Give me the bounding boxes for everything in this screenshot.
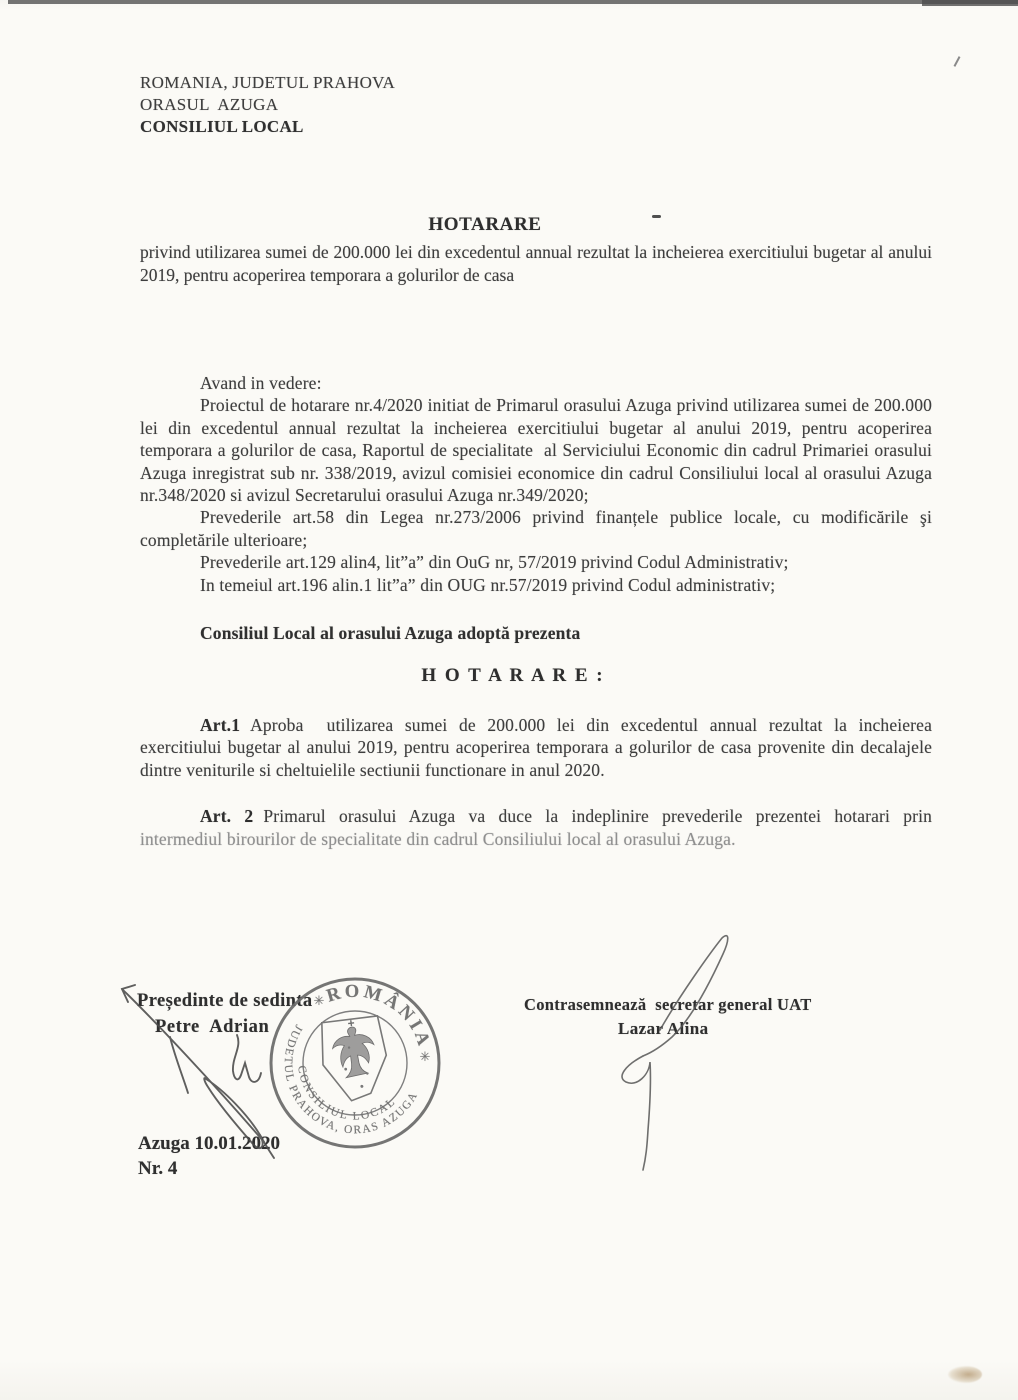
handwritten-signatures <box>100 925 780 1185</box>
stamp-inner-ring-text: CONSILIUL LOCAL <box>295 1064 399 1123</box>
letterhead-county-line: ROMANIA, JUDETUL PRAHOVA <box>140 73 396 92</box>
letterhead <box>140 72 395 138</box>
document-body <box>140 372 937 850</box>
scan-edge-line <box>8 0 1018 4</box>
preamble-item-4: In temeiul art.196 alin.1 lit”a” din OUG nr.57/2019 privind Codul administrativ; <box>200 574 776 595</box>
letterhead-council-line: CONSILIUL LOCAL <box>140 117 304 136</box>
scan-artifact-mark <box>954 56 961 67</box>
article-2-line-1 <box>140 805 932 827</box>
article-2-line-2-faded: intermediul birourilor de specialitate din cadrul Consiliului local al orasului Azuga. <box>140 828 736 849</box>
article-1-label: Art.1 <box>200 714 241 735</box>
footer-number: Nr. 4 <box>138 1158 178 1179</box>
preamble-item-1: Proiectul de hotarare nr.4/2020 initiat de Primarul orasului Azuga privind utilizarea sumei de 200.000 lei din excedentul annual rezultat la incheierea exercitiului bugetar al anului 2019, pentru acoperirea temporara a golurilor de casa, Raportul de specialitate al Serviciului Economic din cadrul Primariei orasului Azuga inregistrat sub nr. 338/2019, avizul comisiei economice din cadrul Consiliului local al orasului Azuga nr.348/2020 si avizul Secretarului orasului Azuga nr.349/2020; <box>140 395 937 506</box>
stamp-star-left-icon: ✳ <box>313 993 325 1008</box>
signature-right-strokes <box>622 936 728 1170</box>
letterhead-city-line: ORASUL AZUGA <box>140 95 279 114</box>
decision-heading: H O T A R A R E : <box>421 665 605 687</box>
preamble-item-3: Prevederile art.129 alin4, lit”a” din OuG nr, 57/2019 privind Codul Administrativ; <box>200 552 789 573</box>
stamp-star-right-icon: ✳ <box>419 1049 431 1064</box>
preamble-intro: Avand in vedere: <box>200 373 322 393</box>
stamp-outer-ring-text: JUDETUL PRAHOVA, ORAS AZUGA <box>281 1022 421 1137</box>
scan-stain <box>948 1366 982 1383</box>
signature-right-role: Contrasemnează secretar general UAT <box>524 995 812 1014</box>
stamp-country-text: ROMÂNIA <box>324 981 435 1052</box>
document-title: HOTARARE <box>428 214 542 235</box>
scan-edge-line-right <box>922 0 1018 6</box>
signature-left-name: Petre Adrian <box>155 1017 270 1037</box>
article-1 <box>140 714 937 781</box>
document-subject: privind utilizarea sumei de 200.000 lei din excedentul annual rezultat la incheierea exercitiului bugetar al anului 2019, pentru acoperirea temporara a golurilor de casa <box>140 242 937 285</box>
article-2 <box>140 805 932 850</box>
signature-left-strokes <box>122 985 274 1158</box>
signature-right-name: Lazar Alina <box>618 1019 709 1038</box>
adoption-line: Consiliul Local al orasului Azuga adoptă prezenta <box>200 623 581 644</box>
article-2-label: Art. 2 <box>200 806 254 827</box>
footer-place-date: Azuga 10.01.2020 <box>138 1133 280 1154</box>
article-2-text-1: Primarul orasului Azuga va duce la indeplinire prevederile prezentei hotarari prin <box>263 806 932 827</box>
article-1-text: Aproba utilizarea sumei de 200.000 lei din excedentul annual rezultat la incheierea exercitiului bugetar al anului 2019, pentru acoperirea temporara a golurilor de casa provenite din decalajele dintre veniturile si cheltuielile sectiunii functionare in anul 2020. <box>140 714 937 780</box>
preamble-item-2: Prevederile art.58 din Legea nr.273/2006 privind finanțele publice locale, cu modificările şi completările ulterioare; <box>140 507 937 550</box>
signature-left-role: Președinte de sedinta <box>137 991 313 1011</box>
